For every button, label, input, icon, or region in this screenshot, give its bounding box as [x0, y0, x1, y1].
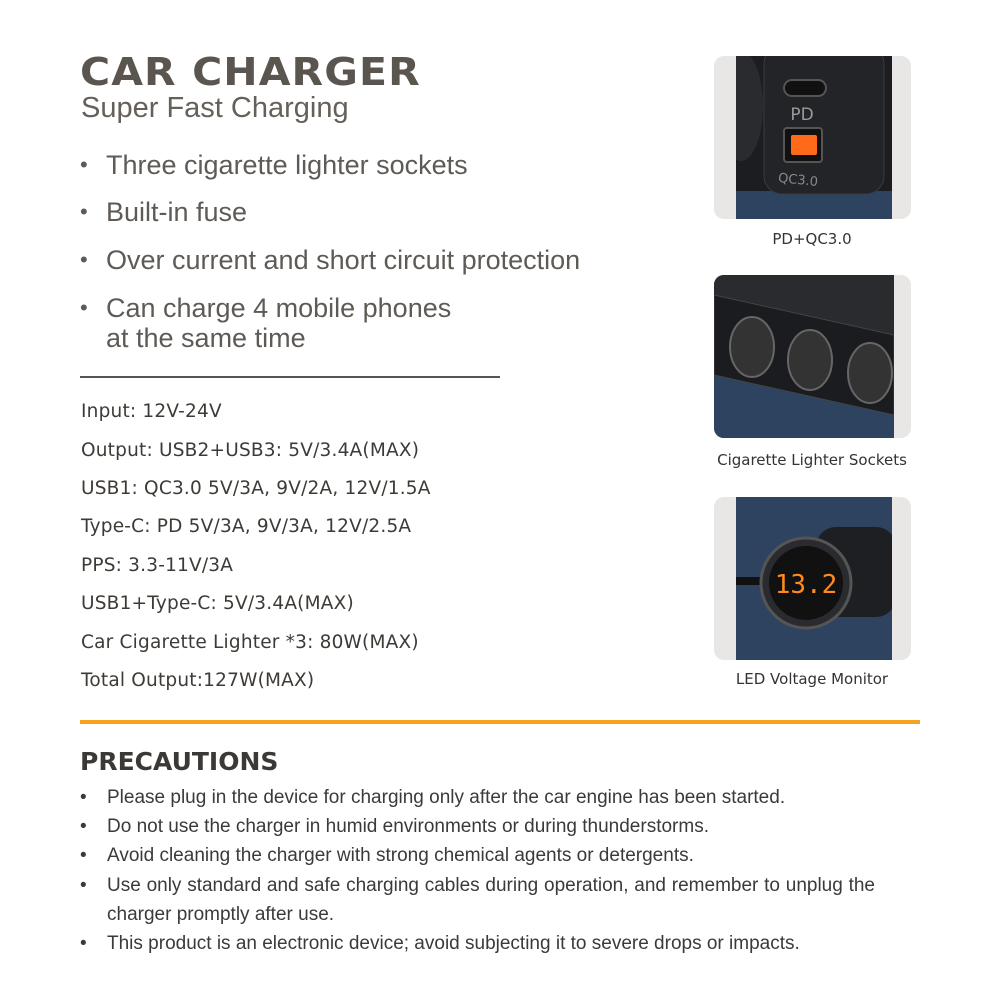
bullet: •	[80, 152, 88, 177]
divider	[80, 376, 500, 378]
precaution-item	[80, 841, 875, 870]
bullet: •	[80, 845, 87, 866]
spec-line: Output: USB2+USB3: 5V/3.4A(MAX)	[81, 440, 420, 461]
image-caption: PD+QC3.0	[772, 230, 852, 248]
image-caption: Cigarette Lighter Sockets	[717, 451, 907, 469]
bullet: •	[80, 875, 87, 896]
led-voltage-monitor-image	[714, 497, 911, 660]
bullet: •	[80, 247, 88, 272]
bullet: •	[80, 787, 87, 808]
spec-line: Type-C: PD 5V/3A, 9V/3A, 12V/2.5A	[81, 516, 412, 537]
precaution-item	[80, 812, 875, 841]
page-subtitle: Super Fast Charging	[81, 92, 349, 124]
bullet: •	[80, 816, 87, 837]
precaution-text: Please plug in the device for charging only after the car engine has been started.	[107, 787, 786, 808]
pd-qc-ports-image	[714, 56, 911, 219]
spec-line: PPS: 3.3-11V/3A	[81, 555, 234, 576]
feature-item	[80, 293, 451, 353]
precaution-text: Use only standard and safe charging cables during operation, and remember to unplug the charger promptly after use.	[107, 875, 875, 926]
bullet: •	[80, 199, 88, 224]
precaution-text: This product is an electronic device; avoid subjecting it to severe drops or impacts.	[107, 933, 800, 954]
lighter-sockets-image	[714, 275, 911, 438]
qc-label: QC3.0	[777, 170, 819, 191]
feature-text: Built-in fuse	[106, 197, 248, 227]
feature-item	[80, 150, 468, 180]
feature-text: Three cigarette lighter sockets	[106, 150, 468, 180]
precaution-item	[80, 929, 875, 958]
precaution-item	[80, 871, 875, 930]
spec-line: USB1: QC3.0 5V/3A, 9V/2A, 12V/1.5A	[81, 478, 431, 499]
section-divider	[80, 720, 920, 724]
bullet: •	[80, 933, 87, 954]
precaution-item	[80, 783, 875, 812]
page-title: CAR CHARGER	[80, 50, 421, 94]
image-caption: LED Voltage Monitor	[735, 670, 889, 688]
pd-label: PD	[790, 105, 814, 125]
feature-text: at the same time	[106, 323, 306, 353]
feature-item	[80, 245, 580, 275]
feature-item	[80, 197, 247, 227]
spec-line: Car Cigarette Lighter *3: 80W(MAX)	[81, 632, 419, 653]
spec-line: Total Output:127W(MAX)	[81, 670, 315, 691]
voltage-display: 13.2	[774, 570, 838, 600]
feature-text: Over current and short circuit protection	[106, 245, 581, 275]
precautions-title: PRECAUTIONS	[80, 747, 279, 776]
feature-text: Can charge 4 mobile phones	[106, 293, 452, 323]
precaution-text: Avoid cleaning the charger with strong chemical agents or detergents.	[107, 845, 694, 866]
bullet: •	[80, 295, 88, 320]
precaution-text: Do not use the charger in humid environments or during thunderstorms.	[107, 816, 709, 837]
spec-line: USB1+Type-C: 5V/3.4A(MAX)	[81, 593, 354, 614]
spec-line: Input: 12V-24V	[81, 401, 222, 422]
